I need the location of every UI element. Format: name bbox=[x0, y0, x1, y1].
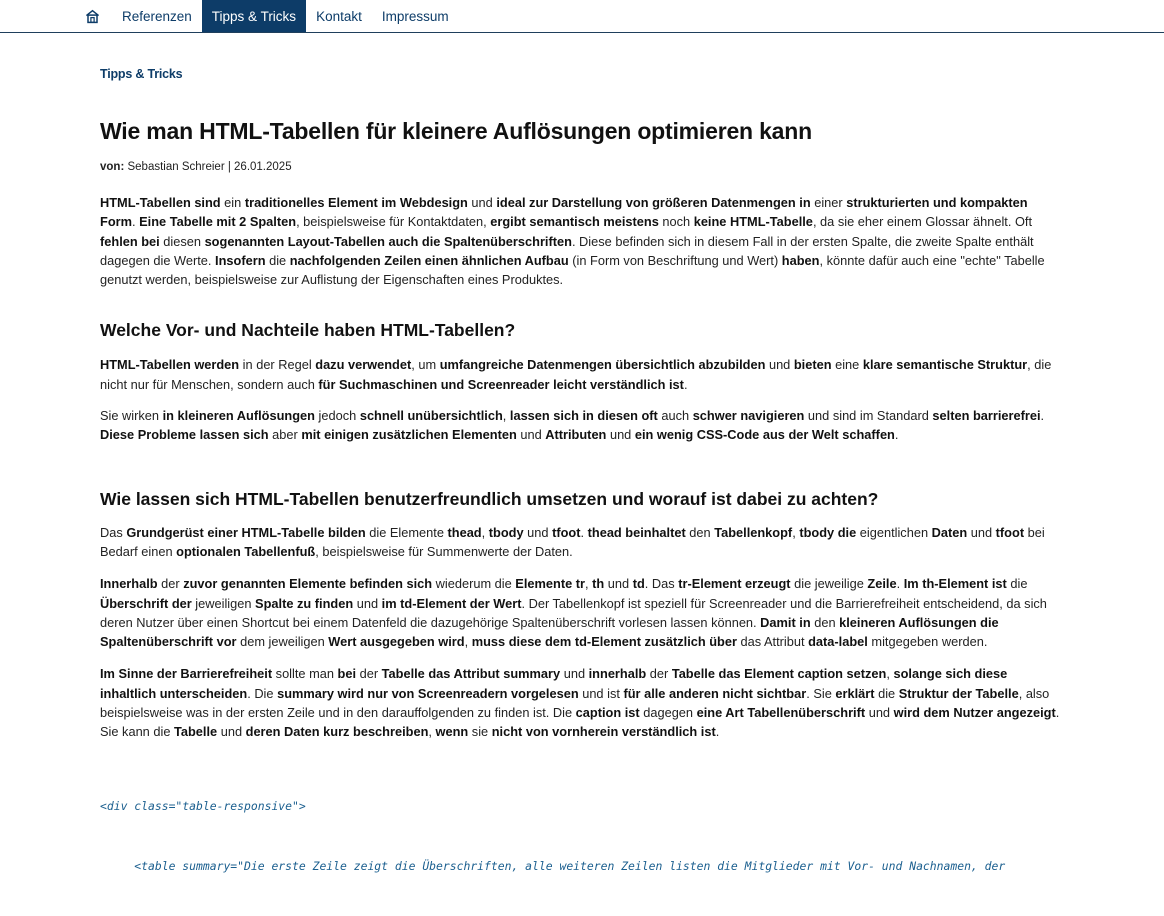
emphasized-text: Grundgerüst einer HTML-Tabelle bilden bbox=[126, 524, 366, 540]
emphasized-text: deren Daten kurz beschreiben bbox=[245, 724, 429, 740]
paragraph-cons: Sie wirken in kleineren Auflösungen jedoch schnell unübersichtlich, lassen sich in diesen oft auch schwer navigieren und sind im Standard selten barrierefrei. Diese Probleme lassen sich aber mit einigen zusätzlichen Elementen und Attributen und ein wenig CSS-Code aus der Welt schaffen. bbox=[100, 408, 1045, 443]
article-meta bbox=[100, 161, 1060, 173]
meta-author-date: Sebastian Schreier | 26.01.2025 bbox=[127, 161, 292, 173]
emphasized-text: tfoot bbox=[995, 524, 1025, 540]
emphasized-text: Daten bbox=[931, 524, 968, 540]
emphasized-text: caption ist bbox=[575, 705, 640, 721]
emphasized-text: Attributen bbox=[545, 427, 607, 443]
paragraph-structure: Das Grundgerüst einer HTML-Tabelle bilden die Elemente thead, tbody und tfoot. thead beinhaltet den Tabellenkopf, tbody die eigentlichen Daten und tfoot bei Bedarf einen optionalen Tabellenfuß, beispielsweise für Summenwerte der Daten. bbox=[100, 524, 1045, 559]
code-example bbox=[100, 756, 1060, 916]
emphasized-text: HTML-Tabellen sind bbox=[100, 195, 221, 210]
code-line: <div class="table-responsive"> bbox=[100, 798, 306, 813]
emphasized-text: traditionelles Element im Webdesign bbox=[244, 195, 468, 210]
emphasized-text: Diese Probleme lassen sich bbox=[100, 427, 269, 443]
emphasized-text: Tabelle das Attribut summary bbox=[381, 666, 561, 682]
meta-prefix: von: bbox=[100, 161, 125, 173]
emphasized-text: lassen sich in diesen oft bbox=[509, 408, 658, 424]
emphasized-text: Überschrift der bbox=[100, 595, 192, 611]
emphasized-text: schwer navigieren bbox=[692, 408, 805, 424]
emphasized-text: nachfolgenden Zeilen einen ähnlichen Aufbau bbox=[289, 252, 569, 268]
code-line: <table summary="Die erste Zeile zeigt die Überschriften, alle weiteren Zeilen listen die Mitglieder mit Vor- und Nachnamen, der bbox=[100, 858, 1006, 873]
emphasized-text: innerhalb bbox=[588, 666, 647, 682]
emphasized-text: strukturierten und kompakten Form bbox=[100, 195, 1028, 230]
emphasized-text: für Suchmaschinen und Screenreader leicht verständlich ist bbox=[318, 376, 684, 392]
emphasized-text: im td-Element der Wert bbox=[381, 595, 522, 611]
emphasized-text: Damit in bbox=[760, 614, 811, 630]
emphasized-text: kleineren Auflösungen die Spaltenüberschrift vor bbox=[100, 614, 999, 650]
nav-item-tipps-tricks[interactable]: Tipps & Tricks bbox=[202, 0, 306, 32]
intro-paragraph: HTML-Tabellen sind ein traditionelles Element im Webdesign und ideal zur Darstellung von größeren Datenmengen in einer strukturierten und kompakten Form. Eine Tabelle mit 2 Spalten, beispielsweise für Kontaktdaten, ergibt semantisch meistens noch keine HTML-Tabelle, da sie eher einem Glossar ähnelt. Oft fehlen bei diesen sogenannten Layout-Tabellen auch die Spaltenüberschriften. Diese befinden sich in diesem Fall in der ersten Spalte, die zweite Spalte enthält dagegen die Werte. Insofern die nachfolgenden Zeilen einen ähnlichen Aufbau (in Form von Beschriftung und Wert) haben, könnte dafür auch eine "echte" Tabelle genutzt werden, beispielsweise zur Auflistung der Eigenschaften eines Produktes. bbox=[100, 195, 1045, 288]
article-content bbox=[100, 33, 1060, 916]
emphasized-text: selten barrierefrei bbox=[932, 408, 1041, 424]
emphasized-text: Elemente tr bbox=[515, 576, 585, 592]
paragraph-pros: HTML-Tabellen werden in der Regel dazu verwendet, um umfangreiche Datenmengen übersichtlich abzubilden und bieten eine klare semantische Struktur, die nicht nur für Menschen, sondern auch für Suchmaschinen und Screenreader leicht verständlich ist. bbox=[100, 357, 1052, 392]
emphasized-text: keine HTML-Tabelle bbox=[693, 214, 813, 230]
emphasized-text: wird dem Nutzer angezeigt bbox=[893, 705, 1056, 721]
paragraph-elements: Innerhalb der zuvor genannten Elemente befinden sich wiederum die Elemente tr, th und td. Das tr-Element erzeugt die jeweilige Zeile. Im th-Element ist die Überschrift der jeweiligen Spalte zu finden und im td-Element der Wert. Der Tabellenkopf ist speziell für Screenreader und die Barrierefreiheit entscheidend, da sich deren Nutzer über einen Shortcut bei einem Datenfeld die dazugehörige Spaltenüberschrift vorlesen lassen können. Damit in den kleineren Auflösungen die Spaltenüberschrift vor dem jeweiligen Wert ausgegeben wird, muss diese dem td-Element zusätzlich über das Attribut data-label mitgegeben werden. bbox=[100, 576, 1047, 650]
emphasized-text: Innerhalb bbox=[100, 576, 158, 592]
emphasized-text: thead bbox=[447, 524, 482, 540]
emphasized-text: eine Art Tabellenüberschrift bbox=[696, 705, 866, 721]
emphasized-text: fehlen bei bbox=[100, 233, 160, 249]
emphasized-text: für alle anderen nicht sichtbar bbox=[623, 685, 807, 701]
emphasized-text: mit einigen zusätzlichen Elementen bbox=[301, 427, 517, 443]
emphasized-text: zuvor genannten Elemente befinden sich bbox=[183, 576, 433, 592]
emphasized-text: muss diese dem td-Element zusätzlich über bbox=[471, 634, 737, 650]
emphasized-text: Tabellenkopf bbox=[714, 524, 793, 540]
emphasized-text: bei bbox=[337, 666, 357, 682]
emphasized-text: bieten bbox=[793, 357, 832, 373]
nav-menu bbox=[84, 0, 459, 32]
emphasized-text: data-label bbox=[808, 634, 868, 650]
emphasized-text: tbody die bbox=[799, 524, 857, 540]
home-icon[interactable] bbox=[84, 0, 100, 32]
emphasized-text: ideal zur Darstellung von größeren Datenmengen in bbox=[496, 195, 811, 210]
emphasized-text: dazu verwendet bbox=[315, 357, 412, 373]
emphasized-text: ein wenig CSS-Code aus der Welt schaffen bbox=[634, 427, 895, 443]
emphasized-text: th bbox=[592, 576, 605, 592]
nav-item-referenzen[interactable]: Referenzen bbox=[122, 8, 192, 24]
emphasized-text: Eine Tabelle mit 2 Spalten bbox=[139, 214, 297, 230]
paragraph-accessibility: Im Sinne der Barrierefreiheit sollte man bei der Tabelle das Attribut summary und innerhalb der Tabelle das Element caption setzen, solange sich diese inhaltlich unterscheiden. Die summary wird nur von Screenreadern vorgelesen und ist für alle anderen nicht sichtbar. Sie erklärt die Struktur der Tabelle, also beispielsweise was in der ersten Zeile und in den darauffolgenden zu finden ist. Die caption ist dagegen eine Art Tabellenüberschrift und wird dem Nutzer angezeigt. Sie kann die Tabelle und deren Daten kurz beschreiben, wenn sie nicht von vornherein verständlich ist. bbox=[100, 666, 1060, 740]
emphasized-text: sogenannten Layout-Tabellen auch die Spaltenüberschriften bbox=[204, 233, 572, 249]
emphasized-text: Tabelle bbox=[174, 724, 218, 740]
emphasized-text: Struktur der Tabelle bbox=[898, 685, 1019, 701]
emphasized-text: td bbox=[632, 576, 645, 592]
nav-item-kontakt[interactable]: Kontakt bbox=[316, 8, 362, 24]
emphasized-text: in kleineren Auflösungen bbox=[162, 408, 315, 424]
emphasized-text: optionalen Tabellenfuß bbox=[176, 543, 316, 559]
top-navbar bbox=[0, 0, 1164, 33]
emphasized-text: Im Sinne der Barrierefreiheit bbox=[100, 666, 273, 682]
page-title: Wie man HTML-Tabellen für kleinere Auflösungen optimieren kann bbox=[100, 118, 812, 144]
heading-implementation: Wie lassen sich HTML-Tabellen benutzerfreundlich umsetzen und worauf ist dabei zu achten? bbox=[100, 488, 879, 509]
emphasized-text: thead beinhaltet bbox=[587, 524, 686, 540]
emphasized-text: wenn bbox=[435, 724, 469, 740]
emphasized-text: Wert ausgegeben wird bbox=[328, 634, 465, 650]
nav-item-impressum[interactable]: Impressum bbox=[381, 8, 449, 24]
emphasized-text: Zeile bbox=[867, 576, 897, 592]
emphasized-text: Insofern bbox=[215, 252, 266, 268]
breadcrumb[interactable]: Tipps & Tricks bbox=[100, 67, 183, 81]
emphasized-text: schnell unübersichtlich bbox=[359, 408, 503, 424]
emphasized-text: erklärt bbox=[835, 685, 875, 701]
emphasized-text: tbody bbox=[488, 524, 524, 540]
emphasized-text: tfoot bbox=[552, 524, 581, 540]
emphasized-text: Tabelle das Element caption setzen bbox=[671, 666, 887, 682]
emphasized-text: summary wird nur von Screenreadern vorgelesen bbox=[277, 685, 579, 701]
emphasized-text: HTML-Tabellen werden bbox=[100, 357, 240, 373]
emphasized-text: Im th-Element ist bbox=[903, 576, 1007, 592]
emphasized-text: nicht von vornherein verständlich ist bbox=[491, 724, 716, 740]
emphasized-text: solange sich diese inhaltlich unterscheiden bbox=[100, 666, 1008, 701]
emphasized-text: ergibt semantisch meistens bbox=[490, 214, 659, 230]
heading-pros-cons: Welche Vor- und Nachteile haben HTML-Tabellen? bbox=[100, 320, 516, 341]
emphasized-text: tr-Element erzeugt bbox=[678, 576, 791, 592]
emphasized-text: haben bbox=[781, 252, 820, 268]
emphasized-text: klare semantische Struktur bbox=[862, 357, 1028, 373]
emphasized-text: Spalte zu finden bbox=[255, 595, 354, 611]
emphasized-text: umfangreiche Datenmengen übersichtlich abzubilden bbox=[439, 357, 766, 373]
